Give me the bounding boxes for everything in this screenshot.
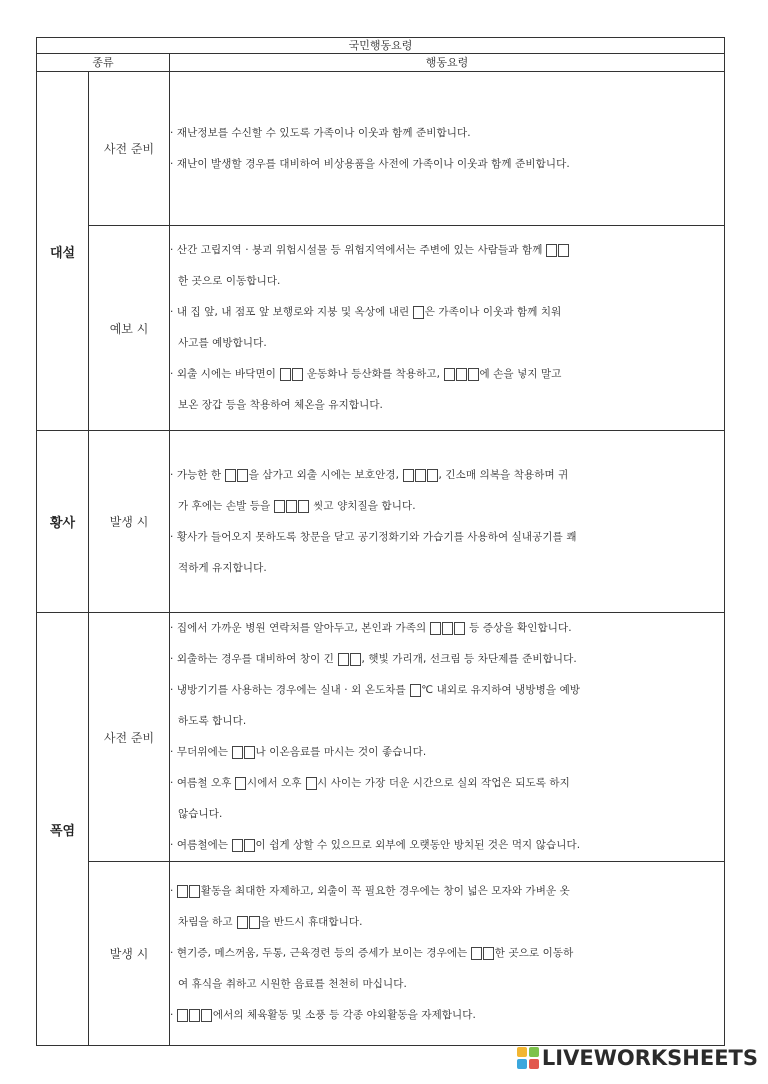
guideline-line — [170, 522, 724, 553]
guideline-text: · 외출 시에는 바닥면이 — [170, 368, 280, 380]
category-cell: 폭염 — [37, 613, 89, 1046]
guideline-text: · 내 집 앞, 내 점포 앞 보행로와 지붕 및 옥상에 내린 — [170, 306, 413, 318]
answer-blank-box[interactable] — [471, 947, 482, 960]
guideline-text: · 냉방기기를 사용하는 경우에는 실내 · 외 온도차를 — [170, 684, 410, 696]
guideline-text: · 현기증, 메스꺼움, 두통, 근육경련 등의 증세가 보이는 경우에는 — [170, 947, 471, 959]
guideline-line — [170, 149, 724, 180]
table-header-row — [37, 54, 725, 72]
guideline-line — [170, 830, 724, 861]
answer-blank-box[interactable] — [430, 622, 441, 635]
timing-cell: 발생 시 — [89, 862, 170, 1046]
guideline-text: 차림을 하고 — [178, 916, 237, 928]
liveworksheets-logo — [517, 1046, 758, 1070]
answer-blank-box[interactable] — [189, 1009, 200, 1022]
answer-blank-box[interactable] — [410, 684, 421, 697]
answer-blank-box[interactable] — [558, 244, 569, 257]
answer-blank-box[interactable] — [280, 368, 291, 381]
guideline-text: 등 증상을 확인합니다. — [465, 622, 572, 634]
answer-blank-box[interactable] — [232, 746, 243, 759]
logo-square — [529, 1047, 539, 1057]
guideline-line — [170, 553, 724, 584]
answer-blank-box[interactable] — [413, 306, 424, 319]
guideline-line — [170, 938, 724, 969]
answer-blank-box[interactable] — [201, 1009, 212, 1022]
guideline-line — [170, 706, 724, 737]
guideline-text: , 긴소매 의복을 착용하며 귀 — [438, 468, 569, 481]
header-category: 종류 — [37, 54, 170, 72]
logo-square — [517, 1047, 527, 1057]
section-row — [37, 431, 725, 613]
guideline-text: · 재난이 발생할 경우를 대비하여 비상용품을 사전에 가족이나 이웃과 함께 준비합니다. — [170, 157, 570, 170]
guideline-text: 에 손을 넣지 말고 — [479, 368, 562, 380]
guideline-text: 하도록 합니다. — [178, 715, 247, 727]
guideline-line — [170, 235, 724, 266]
guideline-text: · 재난정보를 수신할 수 있도록 가족이나 이웃과 함께 준비합니다. — [170, 126, 471, 139]
answer-blank-box[interactable] — [225, 469, 236, 482]
action-guide-table — [36, 37, 725, 1046]
guideline-text: 을 삼가고 외출 시에는 보호안경, — [248, 468, 403, 481]
answer-blank-box[interactable] — [237, 469, 248, 482]
guideline-text: 씻고 양치질을 합니다. — [309, 499, 416, 512]
guideline-text: 가 후에는 손발 등을 — [178, 499, 274, 512]
guideline-text: 에서의 체육활동 및 소풍 등 각종 야외활동을 자제합니다. — [212, 1009, 476, 1021]
section-row — [37, 226, 725, 431]
guideline-text: · 산간 고립지역 · 붕괴 위험시설물 등 위험지역에서는 주변에 있는 사람들과 함께 — [170, 244, 546, 256]
guideline-line — [170, 1000, 724, 1031]
answer-blank-box[interactable] — [235, 777, 246, 790]
guideline-line — [170, 675, 724, 706]
answer-blank-box[interactable] — [237, 916, 248, 929]
guideline-line — [170, 359, 724, 390]
guideline-text: · 집에서 가까운 병원 연락처를 알아두고, 본인과 가족의 — [170, 622, 430, 634]
guideline-line — [170, 876, 724, 907]
guideline-line — [170, 460, 724, 491]
category-cell: 대설 — [37, 72, 89, 431]
guideline-text: 시 사이는 가장 더운 시간으로 실외 작업은 되도록 하지 — [317, 777, 570, 789]
guideline-text: · 여름철 오후 — [170, 777, 235, 789]
answer-blank-box[interactable] — [292, 368, 303, 381]
guideline-line — [170, 328, 724, 359]
timing-cell: 예보 시 — [89, 226, 170, 431]
answer-blank-box[interactable] — [415, 469, 426, 482]
guideline-text: ℃ 내외로 유지하여 냉방병을 예방 — [421, 684, 581, 696]
guideline-line — [170, 266, 724, 297]
answer-blank-box[interactable] — [249, 916, 260, 929]
guideline-text: · 무더위에는 — [170, 746, 232, 758]
timing-cell: 발생 시 — [89, 431, 170, 613]
category-cell: 황사 — [37, 431, 89, 613]
answer-blank-box[interactable] — [232, 839, 243, 852]
guideline-line — [170, 644, 724, 675]
guideline-text: 시에서 오후 — [246, 777, 306, 789]
guideline-text: 않습니다. — [178, 808, 223, 820]
guideline-cell — [170, 862, 725, 1046]
answer-blank-box[interactable] — [427, 469, 438, 482]
answer-blank-box[interactable] — [244, 746, 255, 759]
guideline-text: 적하게 유지합니다. — [178, 561, 267, 574]
guideline-text: 을 반드시 휴대합니다. — [260, 916, 363, 928]
guideline-text: 은 가족이나 이웃과 함께 치워 — [424, 306, 562, 318]
guideline-text: 이 쉽게 상할 수 있으므로 외부에 오랫동안 방치된 것은 먹지 않습니다. — [255, 839, 581, 851]
guideline-line — [170, 491, 724, 522]
guideline-line — [170, 907, 724, 938]
answer-blank-box[interactable] — [306, 777, 317, 790]
guideline-cell — [170, 72, 725, 226]
guideline-line — [170, 390, 724, 421]
table-title: 국민행동요령 — [37, 38, 725, 54]
guideline-text: · 황사가 들어오지 못하도록 창문을 닫고 공기정화기와 가습기를 사용하여 실내공기를 쾌 — [170, 530, 577, 543]
answer-blank-box[interactable] — [286, 500, 297, 513]
answer-blank-box[interactable] — [244, 839, 255, 852]
guideline-text: · 외출하는 경우를 대비하여 창이 긴 — [170, 653, 338, 665]
logo-square — [517, 1059, 527, 1069]
guideline-cell — [170, 613, 725, 862]
answer-blank-box[interactable] — [444, 368, 455, 381]
answer-blank-box[interactable] — [442, 622, 453, 635]
guideline-text: 한 곳으로 이동하 — [494, 947, 574, 959]
guideline-line — [170, 613, 724, 644]
guideline-text: 보온 장갑 등을 착용하여 체온을 유지합니다. — [178, 399, 383, 411]
answer-blank-box[interactable] — [546, 244, 557, 257]
section-row — [37, 862, 725, 1046]
logo-text: LIVEWORKSHEETS — [541, 1046, 758, 1070]
answer-blank-box[interactable] — [456, 368, 467, 381]
guideline-text: · — [170, 885, 177, 897]
logo-icon — [517, 1047, 539, 1069]
answer-blank-box[interactable] — [177, 1009, 188, 1022]
answer-blank-box[interactable] — [177, 885, 188, 898]
timing-cell: 사전 준비 — [89, 613, 170, 862]
guideline-text: · — [170, 1009, 177, 1021]
section-row — [37, 72, 725, 226]
answer-blank-box[interactable] — [338, 653, 349, 666]
guideline-line — [170, 799, 724, 830]
answer-blank-box[interactable] — [468, 368, 479, 381]
guideline-text: , 햇빛 가리개, 선크림 등 차단제를 준비합니다. — [361, 653, 577, 665]
guideline-text: 활동을 최대한 자제하고, 외출이 꼭 필요한 경우에는 창이 넓은 모자와 가벼운 옷 — [200, 885, 570, 897]
table-title-row — [37, 38, 725, 54]
guideline-text: 여 휴식을 취하고 시원한 음료를 천천히 마십니다. — [178, 978, 407, 990]
section-row — [37, 613, 725, 862]
timing-cell: 사전 준비 — [89, 72, 170, 226]
guideline-cell — [170, 431, 725, 613]
guideline-text: 한 곳으로 이동합니다. — [178, 275, 281, 287]
answer-blank-box[interactable] — [454, 622, 465, 635]
guideline-line — [170, 969, 724, 1000]
guideline-line — [170, 768, 724, 799]
answer-blank-box[interactable] — [350, 653, 361, 666]
guideline-line — [170, 297, 724, 328]
guideline-text: · 가능한 한 — [170, 468, 225, 481]
header-action: 행동요령 — [170, 54, 725, 72]
answer-blank-box[interactable] — [298, 500, 309, 513]
guideline-line — [170, 118, 724, 149]
guideline-text: 운동화나 등산화를 착용하고, — [303, 368, 444, 380]
guideline-text: 사고를 예방합니다. — [178, 337, 267, 349]
guideline-cell — [170, 226, 725, 431]
guideline-line — [170, 737, 724, 768]
logo-square — [529, 1059, 539, 1069]
answer-blank-box[interactable] — [189, 885, 200, 898]
answer-blank-box[interactable] — [403, 469, 414, 482]
guideline-text: 나 이온음료를 마시는 것이 좋습니다. — [255, 746, 427, 758]
answer-blank-box[interactable] — [274, 500, 285, 513]
guideline-text: · 여름철에는 — [170, 839, 232, 851]
answer-blank-box[interactable] — [483, 947, 494, 960]
